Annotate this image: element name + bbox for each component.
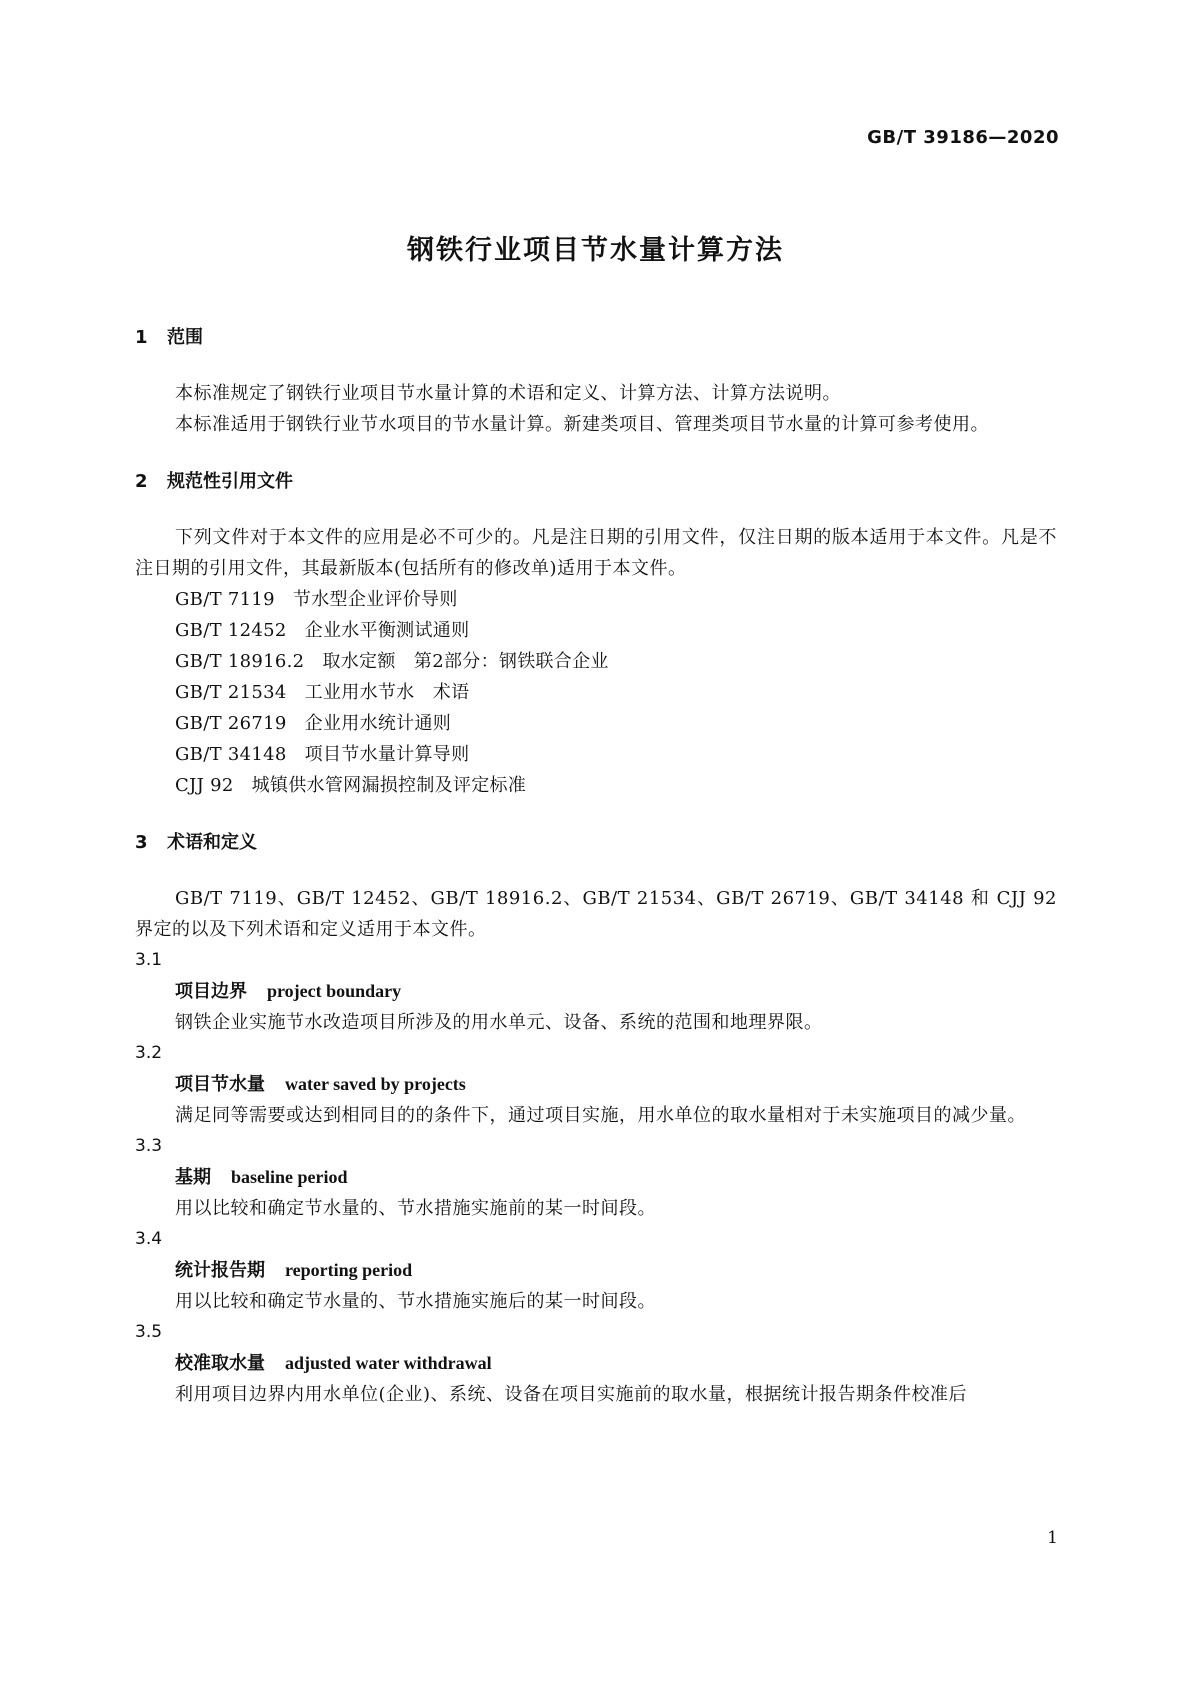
reference-item (135, 708, 1057, 739)
term-chinese: 项目节水量 (175, 1074, 265, 1095)
reference-item (135, 677, 1057, 708)
section-3-heading (135, 831, 1057, 855)
reference-name: 企业用水统计通则 (304, 713, 452, 734)
reference-item (135, 770, 1057, 801)
section-1-heading (135, 326, 1057, 350)
reference-code: GB/T 26719 (175, 713, 287, 734)
reference-code: GB/T 18916.2 (175, 651, 305, 672)
term-heading (135, 1255, 1057, 1286)
section-number: 2 (135, 471, 148, 492)
term-chinese: 校准取水量 (175, 1353, 265, 1374)
term-english: water saved by projects (285, 1074, 466, 1094)
reference-code: GB/T 12452 (175, 620, 287, 641)
page-number: 1 (1047, 1528, 1058, 1548)
reference-item (135, 584, 1057, 615)
term-heading (135, 1162, 1057, 1193)
term-number: 3.1 (135, 950, 163, 970)
term-definition: 满足同等需要或达到相同目的的条件下，通过项目实施，用水单位的取水量相对于未实施项目的减少量。 (175, 1105, 1026, 1126)
term-chinese: 统计报告期 (175, 1260, 265, 1281)
term-definition: 用以比较和确定节水量的、节水措施实施后的某一时间段。 (175, 1291, 656, 1312)
term-number: 3.4 (135, 1229, 163, 1249)
reference-code: CJJ 92 (175, 775, 234, 796)
section-title: 范围 (167, 327, 203, 348)
term-english: reporting period (285, 1260, 413, 1280)
paragraph: GB/T 7119、GB/T 12452、GB/T 18916.2、GB/T 21534、GB/T 26719、GB/T 34148 和 CJJ 92 界定的以及下列术语和定义适用于本文件。 (135, 888, 1057, 940)
term-number: 3.3 (135, 1136, 163, 1156)
term-english: adjusted water withdrawal (285, 1353, 492, 1373)
section-number: 1 (135, 327, 148, 348)
reference-code: GB/T 34148 (175, 744, 287, 765)
term-definition: 用以比较和确定节水量的、节水措施实施前的某一时间段。 (175, 1198, 656, 1219)
term-definition: 钢铁企业实施节水改造项目所涉及的用水单元、设备、系统的范围和地理界限。 (175, 1012, 823, 1033)
document-title: 钢铁行业项目节水量计算方法 (407, 235, 784, 266)
paragraph: 下列文件对于本文件的应用是必不可少的。凡是注日期的引用文件，仅注日期的版本适用于本文件。凡是不注日期的引用文件，其最新版本(包括所有的修改单)适用于本文件。 (135, 527, 1057, 579)
term-english: baseline period (231, 1167, 348, 1187)
term-english: project boundary (267, 981, 402, 1001)
reference-item (135, 646, 1057, 677)
section-number: 3 (135, 832, 148, 853)
term-heading (135, 976, 1057, 1007)
paragraph: 本标准适用于钢铁行业节水项目的节水量计算。新建类项目、管理类项目节水量的计算可参考使用。 (175, 414, 989, 435)
document-body (135, 326, 1057, 1410)
term-number: 3.2 (135, 1043, 163, 1063)
reference-name: 节水型企业评价导则 (292, 589, 458, 610)
reference-name: 企业水平衡测试通则 (304, 620, 470, 641)
term-number: 3.5 (135, 1322, 163, 1342)
term-chinese: 基期 (175, 1167, 211, 1188)
reference-code: GB/T 7119 (175, 589, 275, 610)
term-heading (135, 1069, 1057, 1100)
reference-name: 城镇供水管网漏损控制及评定标准 (251, 775, 527, 796)
section-title: 规范性引用文件 (167, 471, 293, 492)
term-heading (135, 1348, 1057, 1379)
reference-code: GB/T 21534 (175, 682, 287, 703)
paragraph: 本标准规定了钢铁行业项目节水量计算的术语和定义、计算方法、计算方法说明。 (175, 383, 841, 404)
section-2-heading (135, 470, 1057, 494)
reference-name: 取水定额 第2部分：钢铁联合企业 (322, 651, 609, 672)
reference-item (135, 615, 1057, 646)
section-title: 术语和定义 (167, 832, 257, 853)
reference-name: 项目节水量计算导则 (304, 744, 470, 765)
reference-name: 工业用水节水 术语 (304, 682, 470, 703)
reference-item (135, 739, 1057, 770)
term-chinese: 项目边界 (175, 981, 247, 1002)
term-definition: 利用项目边界内用水单位(企业)、系统、设备在项目实施前的取水量，根据统计报告期条件校准后 (175, 1384, 968, 1405)
standard-code: GB/T 39186—2020 (867, 127, 1059, 148)
